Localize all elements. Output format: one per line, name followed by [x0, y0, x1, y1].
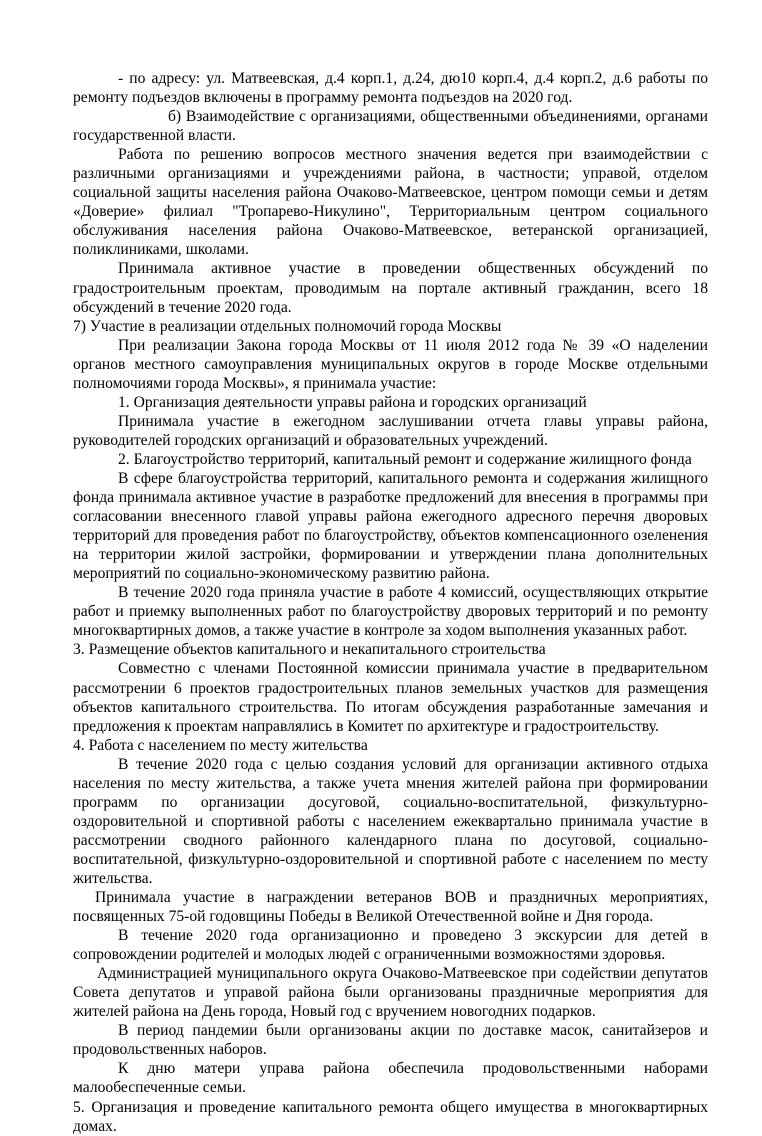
paragraph: При реализации Закона города Москвы от 11 июля 2012 года № 39 «О наделении органов местного самоуправления муниципальных округов в городе Москве отдельными полномочиями города Москвы», я принимала участие:: [73, 336, 708, 392]
paragraph: В период пандемии были организованы акции по доставке масок, санитайзеров и продовольственных наборов.: [73, 1022, 708, 1059]
section-heading: 4. Работа с населением по месту жительства: [73, 736, 368, 754]
section-heading: 3. Размещение объектов капитального и некапитального строительства: [73, 641, 546, 659]
subsection-heading: 1. Организация деятельности управы района и городских организаций: [118, 393, 587, 411]
paragraph: В течение 2020 года приняла участие в работе 4 комиссий, осуществляющих открытие работ и приемку выполненных работ по благоустройству дворовых территорий и по ремонту многоквартирных домов, а также участие в контроле за ходом выполнения указанных работ.: [73, 584, 708, 640]
paragraph: Принимала участие в награждении ветеранов ВОВ и праздничных мероприятиях, посвященных 75-ой годовщины Победы в Великой Отечественной войне и Дня города.: [73, 889, 708, 926]
section-heading: б) Взаимодействие с организациями, общественными объединениями, органами государственной власти.: [73, 108, 708, 145]
subsection-heading: 2. Благоустройство территорий, капитальный ремонт и содержание жилищного фонда: [118, 450, 692, 468]
paragraph: Совместно с членами Постоянной комиссии принимала участие в предварительном рассмотрении 6 проектов градостроительных планов земельных участков для размещения объектов капитального строительства. По итогам обсуждения разработанные замечания и предложения к проектам направлялись в Комитет по архитектуре и градостроительству.: [73, 660, 708, 735]
paragraph: Принимала активное участие в проведении общественных обсуждений по градостроительным проектам, проводимым на портале активный гражданин, всего 18 обсуждений в течение 2020 года.: [73, 260, 708, 316]
paragraph: К дню матери управа района обеспечила продовольственными наборами малообеспеченные семьи.: [73, 1060, 708, 1097]
section-heading: 5. Организация и проведение капитального ремонта общего имущества в многоквартирных домах.: [73, 1098, 708, 1135]
paragraph: Принимала участие в ежегодном заслушивании отчета главы управы района, руководителей городских организаций и образовательных учреждений.: [73, 412, 708, 449]
paragraph: - по адресу: ул. Матвеевская, д.4 корп.1, д.24, дю10 корп.4, д.4 корп.2, д.6 работы по ремонту подъездов включены в программу ремонта подъездов на 2020 год.: [73, 70, 708, 107]
section-heading: 7) Участие в реализации отдельных полномочий города Москвы: [73, 317, 502, 335]
paragraph: В течение 2020 года организационно и проведено 3 экскурсии для детей в сопровождении родителей и молодых людей с ограниченными возможностями здоровья.: [73, 927, 708, 964]
paragraph: В сфере благоустройства территорий, капитального ремонта и содержания жилищного фонда принимала активное участие в разработке предложений для внесения в программы при согласовании внесенного главой управы района ежегодного адресного перечня дворовых территорий для проведения работ по благоустройству, объектов компенсационного озеленения на территории жилой застройки, формировании и утверждении плана дополнительных мероприятий по социально-экономическому развитию района.: [73, 469, 708, 583]
paragraph: В течение 2020 года с целью создания условий для организации активного отдыха населения по месту жительства, а также учета мнения жителей района при формировании программ по организации досуговой, социально-воспитательной, физкультурно-оздоровительной и спортивной работы с населением ежеквартально принимала участие в рассмотрении сводного районного календарного плана по досуговой, социально-воспитательной, физкультурно-оздоровительной и спортивной работе с населением по месту жительства.: [73, 755, 708, 887]
document-page: [73, 69, 708, 1136]
paragraph: Администрацией муниципального округа Очаково-Матвеевское при содействии депутатов Совета депутатов и управой района были организованы праздничные мероприятия для жителей района на День города, Новый год с вручением новогодних подарков.: [73, 965, 708, 1021]
paragraph: Работа по решению вопросов местного значения ведется при взаимодействии с различными организациями и учреждениями района, в частности; управой, отделом социальной защиты населения района Очаково-Матвеевское, центром помощи семьи и детям «Доверие» филиал "Тропарево-Никулино", Территориальным центром социального обслуживания населения района Очаково-Матвеевское, ветеранской организацией, поликлиниками, школами.: [73, 146, 708, 259]
